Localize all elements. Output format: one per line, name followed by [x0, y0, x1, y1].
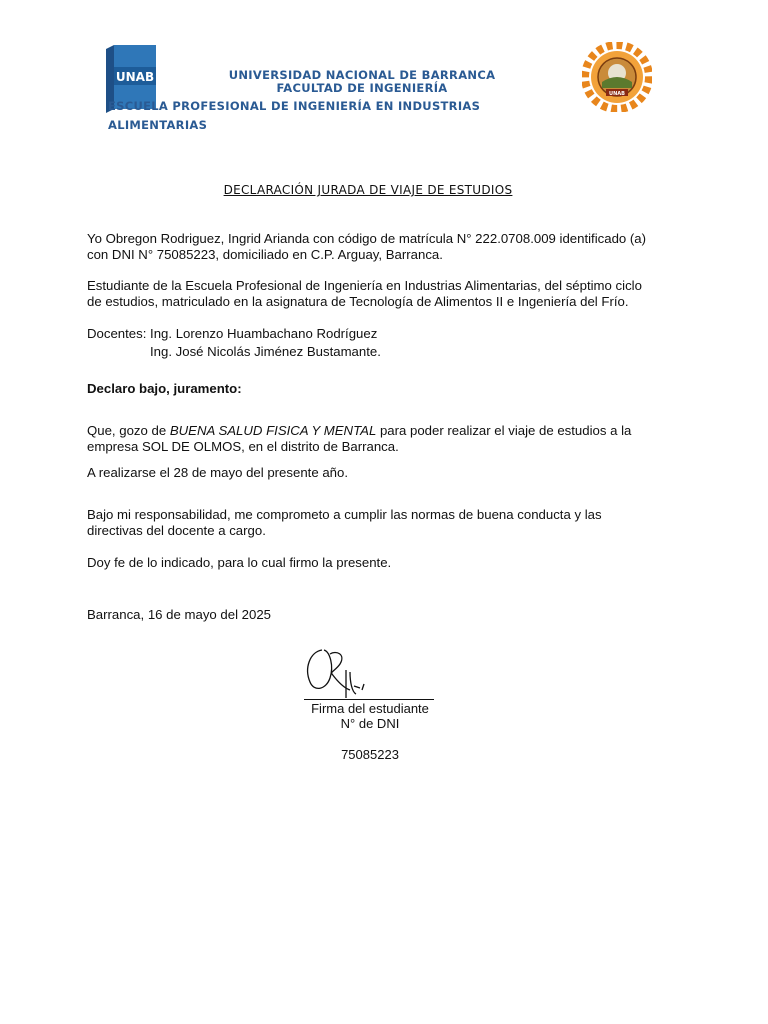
faculty-name: FACULTAD DE INGENIERÍA	[276, 81, 448, 95]
school-name-line2: ALIMENTARIAS	[108, 118, 208, 132]
signature-label: Firma del estudiante	[311, 701, 429, 716]
que-prefix: Que, gozo de	[87, 423, 170, 438]
university-name: UNIVERSIDAD NACIONAL DE BARRANCA	[228, 68, 496, 82]
document-title: DECLARACIÓN JURADA DE VIAJE DE ESTUDIOS	[223, 183, 513, 197]
student-line1: Estudiante de la Escuela Profesional de Ingeniería en Industrias Alimentarias, del séptimo ciclo	[87, 278, 642, 293]
dni-label: N° de DNI	[340, 716, 400, 731]
docentes-line2: Ing. José Nicolás Jiménez Bustamante.	[150, 344, 381, 359]
bajo-line2: directivas del docente a cargo.	[87, 523, 266, 538]
declaro-heading: Declaro bajo, juramento:	[87, 381, 242, 396]
school-name-line1: ESCUELA PROFESIONAL DE INGENIERÍA EN INDUSTRIAS	[108, 99, 481, 113]
doy-fe-line: Doy fe de lo indicado, para lo cual firmo la presente.	[87, 555, 392, 570]
student-line2: de estudios, matriculado en la asignatura de Tecnología de Alimentos II e Ingeniería del Frío.	[87, 294, 629, 309]
signature-line	[304, 699, 434, 700]
que-line2: empresa SOL DE OLMOS, en el distrito de Barranca.	[87, 439, 399, 454]
realizarse-line: A realizarse el 28 de mayo del presente año.	[87, 465, 348, 480]
docentes-line1: Docentes: Ing. Lorenzo Huambachano Rodríguez	[87, 326, 378, 341]
unab-logo-text: UNAB	[115, 70, 155, 84]
bajo-line1: Bajo mi responsabilidad, me comprometo a cumplir las normas de buena conducta y las	[87, 507, 602, 522]
seal-text: UNAB	[609, 91, 625, 97]
intro-line2: con DNI N° 75085223, domiciliado en C.P. Arguay, Barranca.	[87, 247, 443, 262]
dni-value: 75085223	[341, 747, 399, 762]
que-emphasis: BUENA SALUD FISICA Y MENTAL	[169, 423, 377, 438]
handwritten-signature	[300, 642, 380, 704]
que-suffix: para poder realizar el viaje de estudios a la	[376, 423, 632, 438]
intro-line1: Yo Obregon Rodriguez, Ingrid Arianda con código de matrícula N° 222.0708.009 identificado (a)	[87, 231, 647, 246]
que-line1	[87, 423, 631, 439]
place-date: Barranca, 16 de mayo del 2025	[87, 607, 272, 622]
